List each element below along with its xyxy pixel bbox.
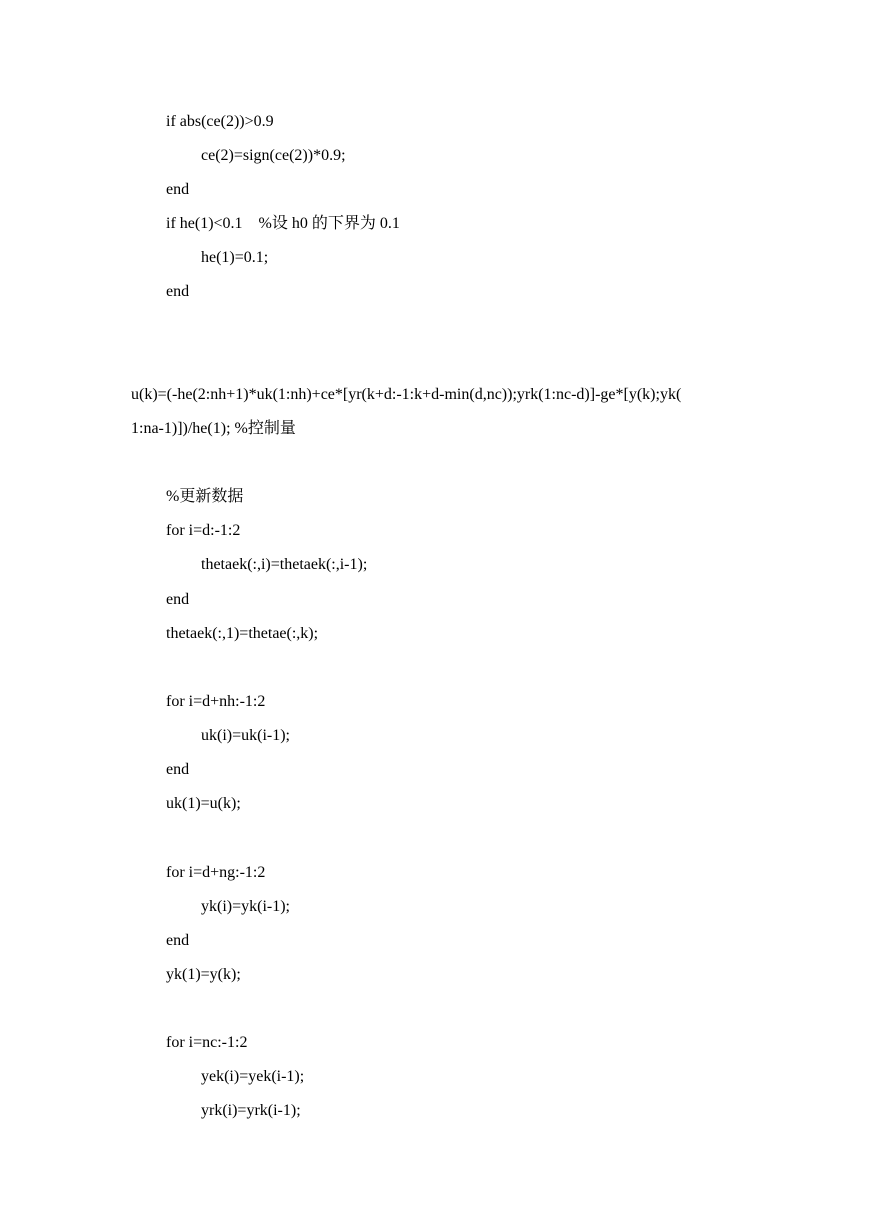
code-line: ce(2)=sign(ce(2))*0.9; (201, 147, 346, 164)
code-line: u(k)=(-he(2:nh+1)*uk(1:nh)+ce*[yr(k+d:-1:k+d-min(d,nc));yrk(1:nc-d)]-ge*[y(k);yk( (131, 386, 682, 403)
code-line: for i=d+nh:-1:2 (166, 693, 266, 710)
code-line: 1:na-1)])/he(1); %控制量 (131, 420, 296, 437)
code-line: thetaek(:,1)=thetae(:,k); (166, 625, 319, 642)
code-line: yek(i)=yek(i-1); (201, 1068, 305, 1085)
code-line: for i=d+ng:-1:2 (166, 864, 266, 881)
code-line: yk(1)=y(k); (166, 966, 241, 983)
code-line: yk(i)=yk(i-1); (201, 898, 290, 915)
code-line: uk(i)=uk(i-1); (201, 727, 290, 744)
code-line: end (166, 761, 190, 778)
code-line: yrk(i)=yrk(i-1); (201, 1102, 301, 1119)
code-line: end (166, 932, 190, 949)
code-line: end (166, 591, 190, 608)
code-line: if he(1)<0.1 %设 h0 的下界为 0.1 (166, 215, 400, 232)
code-line: if abs(ce(2))>0.9 (166, 113, 274, 130)
code-line: thetaek(:,i)=thetaek(:,i-1); (201, 556, 368, 573)
code-comment: %更新数据 (166, 488, 244, 505)
code-line: for i=d:-1:2 (166, 522, 241, 539)
code-line: he(1)=0.1; (201, 249, 269, 266)
code-line: for i=nc:-1:2 (166, 1034, 248, 1051)
code-line: uk(1)=u(k); (166, 795, 241, 812)
code-line: end (166, 181, 190, 198)
code-line: end (166, 283, 190, 300)
